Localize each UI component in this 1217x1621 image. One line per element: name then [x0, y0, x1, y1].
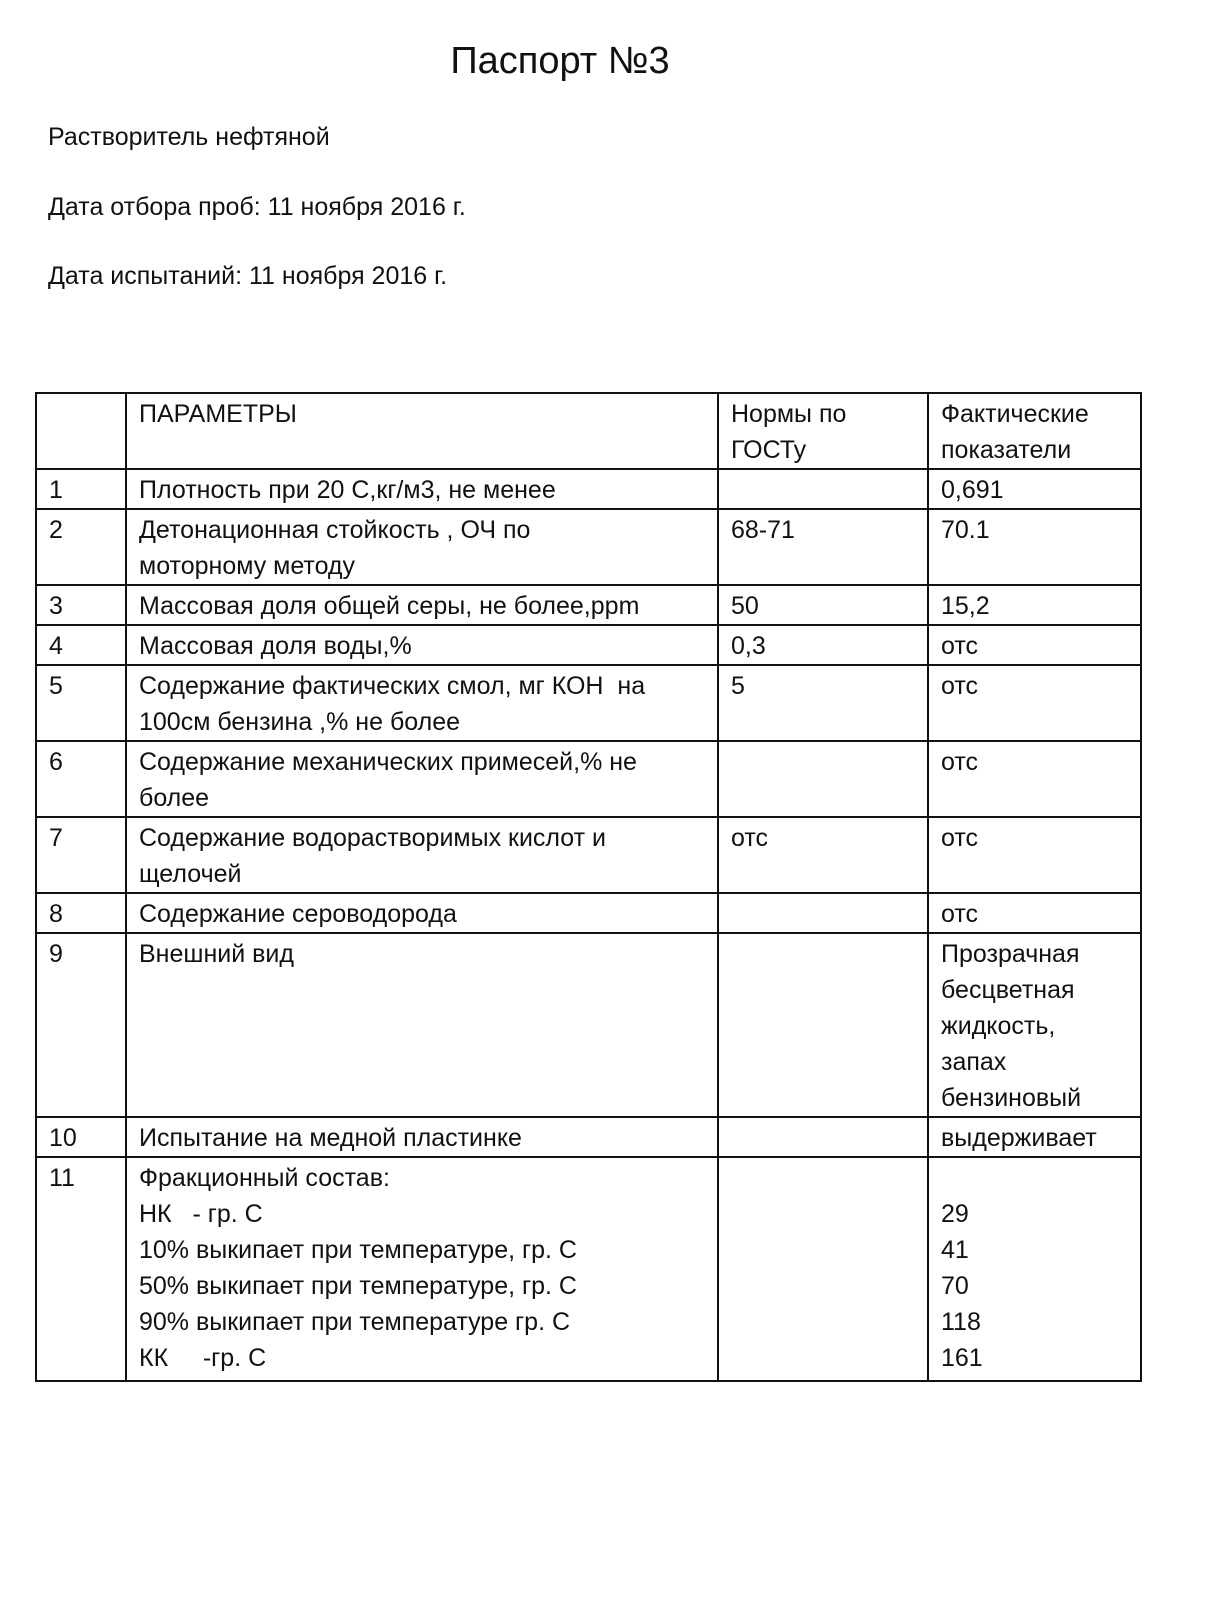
row-num: 5	[36, 665, 126, 741]
header-param: ПАРАМЕТРЫ	[139, 400, 297, 428]
header-norm-line2: ГОСТу	[731, 436, 807, 464]
row-fact: отс	[928, 665, 1141, 741]
fraction-line: НК - гр. С	[139, 1200, 263, 1228]
sample-date	[48, 192, 466, 222]
table-row	[36, 665, 1141, 741]
row-norm	[718, 1117, 928, 1157]
row-fact: отс	[928, 625, 1141, 665]
table-row	[36, 625, 1141, 665]
table-row	[36, 585, 1141, 625]
row-fact: отс	[928, 893, 1141, 933]
row-num: 9	[36, 933, 126, 1117]
row-param	[126, 817, 718, 893]
header-fact-cell	[928, 393, 1141, 469]
fraction-line: 50% выкипает при температуре, гр. С	[139, 1272, 577, 1300]
sample-date-value: 11 ноября 2016 г.	[267, 193, 466, 221]
row-norm	[718, 741, 928, 817]
row-param-line2: щелочей	[139, 860, 242, 888]
row-norm	[718, 469, 928, 509]
table-header-row	[36, 393, 1141, 469]
row-param-line1: Плотность при 20 С,кг/м3, не менее	[139, 476, 556, 504]
row-num: 4	[36, 625, 126, 665]
row-norm: отс	[718, 817, 928, 893]
row-param-line1: Массовая доля общей серы, не более,ppm	[139, 592, 640, 620]
fraction-value: 29	[941, 1200, 969, 1228]
row-param: Испытание на медной пластинке	[126, 1117, 718, 1157]
table-row	[36, 933, 1141, 1117]
row-num: 8	[36, 893, 126, 933]
fraction-value	[941, 1160, 1132, 1196]
row-param	[126, 893, 718, 933]
fraction-value: 41	[941, 1236, 969, 1264]
row-fact: отс	[928, 817, 1141, 893]
row-param-line1: Содержание водорастворимых кислот и	[139, 824, 607, 852]
row-fact: 70.1	[928, 509, 1141, 585]
parameters-table	[35, 392, 1142, 1382]
row-norm	[718, 933, 928, 1117]
row-num: 2	[36, 509, 126, 585]
product-name: Растворитель нефтяной	[48, 123, 330, 151]
row-param-line2: моторному методу	[139, 552, 356, 580]
row-fact	[928, 1157, 1141, 1381]
row-param-line1: Содержание сероводорода	[139, 900, 457, 928]
fraction-value: 118	[941, 1308, 981, 1336]
header-fact-line1: Фактические	[941, 400, 1089, 428]
table-row	[36, 741, 1141, 817]
row-param	[126, 585, 718, 625]
table-row	[36, 1157, 1141, 1381]
row-norm: 5	[718, 665, 928, 741]
row-param	[126, 625, 718, 665]
table-row	[36, 469, 1141, 509]
header-param-cell	[126, 393, 718, 469]
appearance-line: запах	[941, 1048, 1007, 1076]
fraction-line: 90% выкипает при температуре гр. С	[139, 1308, 571, 1336]
row-param-line2: 100см бензина ,% не более	[139, 708, 461, 736]
header-fact-line2: показатели	[941, 436, 1072, 464]
table-row	[36, 817, 1141, 893]
fraction-value: 161	[941, 1344, 983, 1372]
fraction-line: КК -гр. С	[139, 1344, 267, 1372]
row-param-line1: Содержание фактических смол, мг КОН на	[139, 672, 646, 700]
document-title: Паспорт №3	[450, 40, 670, 82]
row-fact: выдерживает	[928, 1117, 1141, 1157]
row-param	[126, 469, 718, 509]
row-norm	[718, 893, 928, 933]
row-num: 1	[36, 469, 126, 509]
header-norm-cell	[718, 393, 928, 469]
row-num: 3	[36, 585, 126, 625]
table-row	[36, 893, 1141, 933]
row-fact: 15,2	[928, 585, 1141, 625]
row-param: Внешний вид	[126, 933, 718, 1117]
row-param	[126, 1157, 718, 1381]
row-param-line1: Детонационная стойкость , ОЧ по	[139, 516, 531, 544]
test-date	[48, 261, 447, 291]
fraction-line: Фракционный состав:	[139, 1164, 390, 1192]
header-norm-line1: Нормы по	[731, 400, 847, 428]
row-fact: отс	[928, 741, 1141, 817]
row-param-line2: более	[139, 784, 210, 812]
fraction-value: 70	[941, 1272, 969, 1300]
test-date-value: 11 ноября 2016 г.	[248, 262, 448, 290]
row-num: 6	[36, 741, 126, 817]
appearance-line: бензиновый	[941, 1084, 1082, 1112]
row-norm: 50	[718, 585, 928, 625]
row-param	[126, 741, 718, 817]
row-num: 10	[36, 1117, 126, 1157]
row-param-line1: Массовая доля воды,%	[139, 632, 412, 660]
row-param	[126, 665, 718, 741]
row-num: 7	[36, 817, 126, 893]
appearance-line: бесцветная	[941, 976, 1075, 1004]
row-num: 11	[36, 1157, 126, 1381]
row-norm	[718, 1157, 928, 1381]
sample-date-label: Дата отбора проб:	[48, 193, 261, 221]
row-norm: 0,3	[718, 625, 928, 665]
table-row	[36, 1117, 1141, 1157]
appearance-line: Прозрачная	[941, 940, 1080, 968]
header-num-cell	[36, 393, 126, 469]
row-param-line1: Содержание механических примесей,% не	[139, 748, 637, 776]
row-fact: 0,691	[928, 469, 1141, 509]
appearance-line: жидкость,	[941, 1012, 1056, 1040]
row-fact	[928, 933, 1141, 1117]
fraction-line: 10% выкипает при температуре, гр. С	[139, 1236, 577, 1264]
row-norm: 68-71	[718, 509, 928, 585]
row-param	[126, 509, 718, 585]
test-date-label: Дата испытаний:	[48, 262, 243, 290]
table-row	[36, 509, 1141, 585]
